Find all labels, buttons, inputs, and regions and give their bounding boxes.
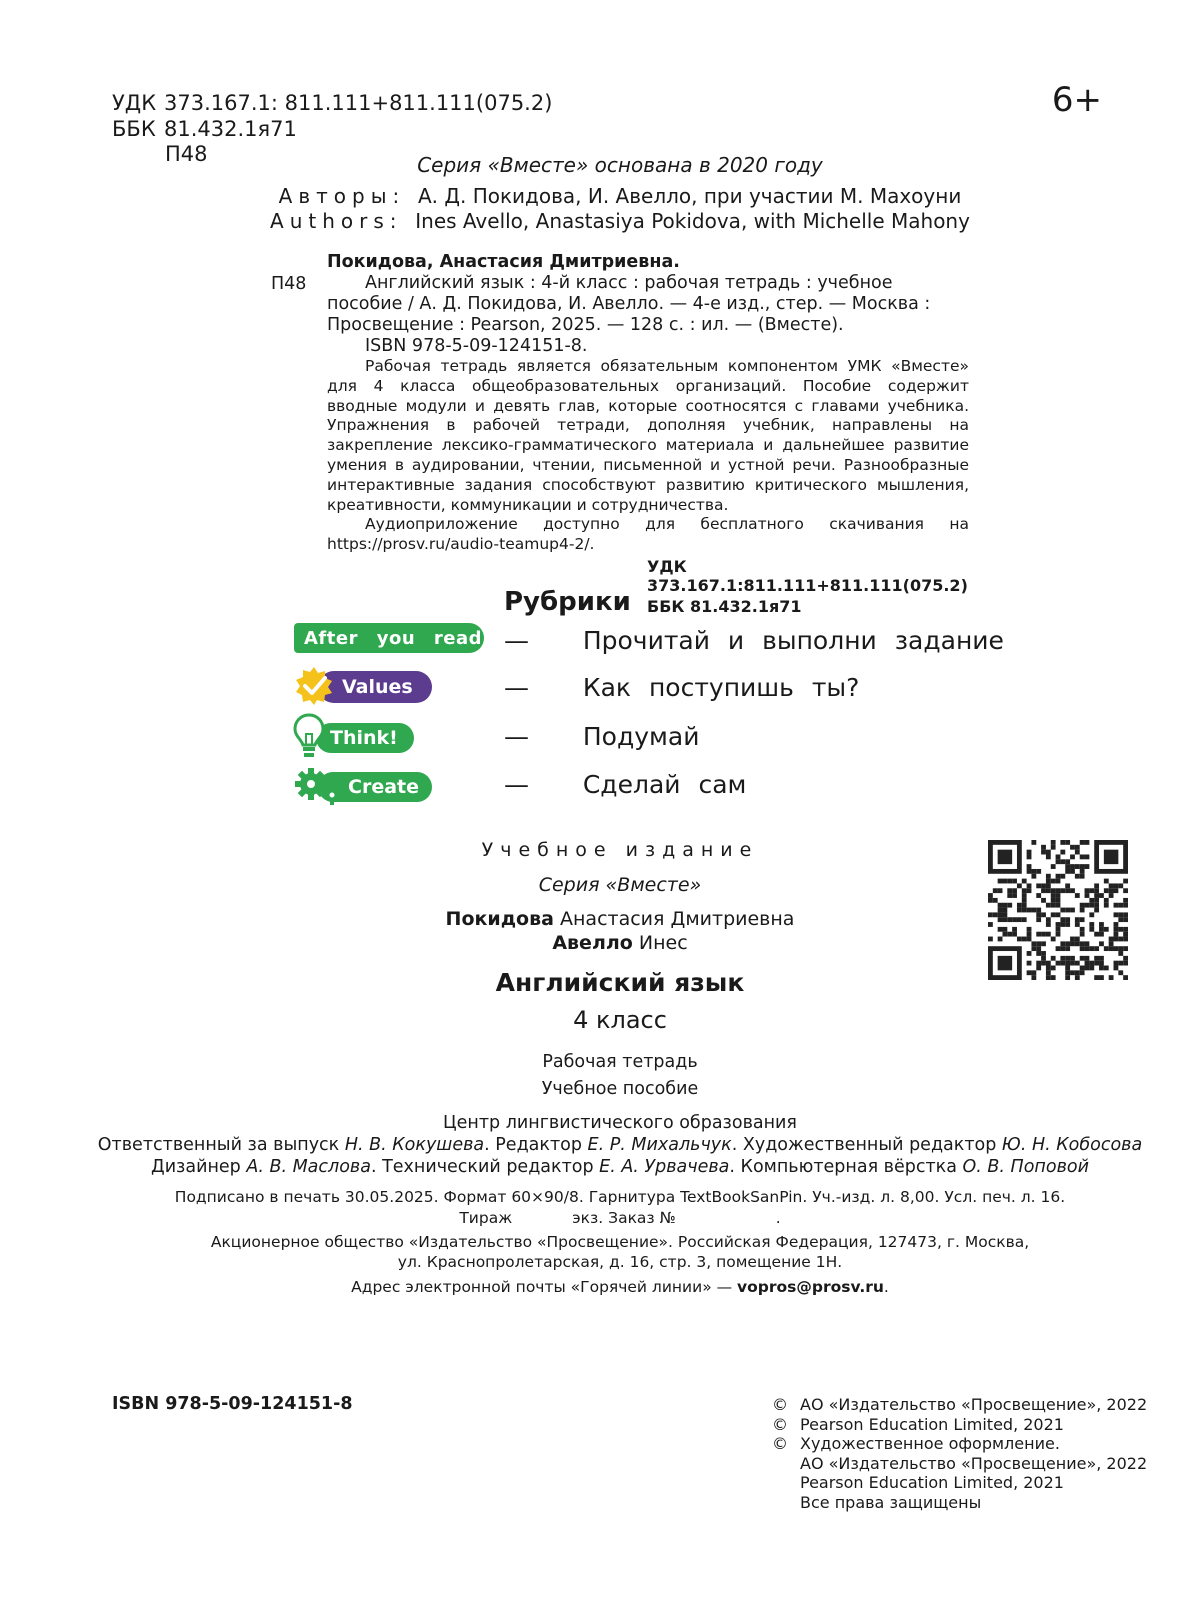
credit-name: Н. В. Кокушева <box>344 1135 485 1155</box>
series-note: Серия «Вместе» основана в 2020 году <box>417 153 823 177</box>
copyright-line: Pearson Education Limited, 2021 <box>800 1473 1064 1493</box>
credit-name: Е. Р. Михальчук <box>587 1135 732 1155</box>
bbk-value: 81.432.1я71 <box>164 117 297 141</box>
bib-author-heading: Покидова, Анастасия Дмитриевна. <box>327 252 680 272</box>
bib-annotation: Рабочая тетрадь является обязательным компонентом УМК «Вместе» для 4 класса общеобразовательных организаций. Пособие содержит вводные модули и девять глав, которые соотносятся с главами учебника. Упражнения в рабочей тетради, дополняя учебник, направлены на закрепление лексико-грамматического материала и дальнейшее развитие умения в аудировании, чтении, письменной и устной речи. Разнообразные интерактивные задания способствуют развитию критического мышления, креативности, коммуникации и сотрудничества. <box>327 357 969 514</box>
author-2-last: Авелло <box>552 932 633 954</box>
lightbulb-icon <box>292 712 326 762</box>
copyright-line: Pearson Education Limited, 2021 <box>800 1414 1064 1434</box>
rubric-dash: — <box>504 770 529 799</box>
udk-value: 373.167.1: 811.111+811.111(075.2) <box>164 91 553 115</box>
author-1-rest: Анастасия Дмитриевна <box>560 908 795 930</box>
badge-think <box>316 723 414 753</box>
credit-text: . Художественный редактор <box>731 1135 1002 1155</box>
rubric-text: Прочитай и выполни задание <box>582 626 1004 655</box>
printing-signed: Подписано в печать 30.05.2025. Формат 60×90/8. Гарнитура TextBookSanPin. Уч.-изд. л. 8,00. Усл. печ. л. 16. <box>174 1188 1066 1206</box>
bib-udk-line: УДК 373.167.1:811.111+811.111(075.2) <box>647 556 968 595</box>
authors-en <box>0 209 1200 233</box>
rubric-text: Подумай <box>582 722 700 751</box>
credit-text: . Технический редактор <box>370 1157 600 1177</box>
bbk-label: ББК <box>112 117 156 141</box>
copyright-block <box>772 1395 1147 1513</box>
classification-codes <box>112 90 552 142</box>
edition-grade: 4 класс <box>573 1006 667 1034</box>
badge-create-label: Create <box>348 776 419 798</box>
rubric-row-2 <box>504 673 859 702</box>
email-address: vopros@prosv.ru <box>737 1278 884 1296</box>
copyright-icon: © <box>772 1414 788 1434</box>
credit-name: О. В. Поповой <box>962 1157 1089 1177</box>
rubric-dash: — <box>504 626 529 655</box>
badge-values <box>318 671 432 703</box>
credit-text: . Компьютерная вёрстка <box>729 1157 963 1177</box>
checkmark-star-icon <box>294 666 334 706</box>
qr-code-image <box>988 840 1128 980</box>
credit-text: . Редактор <box>484 1135 588 1155</box>
bibliographic-record <box>327 252 969 616</box>
credits-center: Центр лингвистического образования <box>443 1113 797 1133</box>
credit-text: Ответственный за выпуск <box>97 1135 345 1155</box>
badge-after-you-read <box>294 623 484 653</box>
credit-name: Е. А. Урвачева <box>599 1157 730 1177</box>
authors-ru-names: А. Д. Покидова, И. Авелло, при участии М. Махоуни <box>417 184 962 208</box>
publisher-line-1: Акционерное общество «Издательство «Просвещение». Российская Федерация, 127473, г. Москва, <box>210 1233 1030 1251</box>
rubric-text: Сделай сам <box>582 770 747 799</box>
credits-line-editors <box>0 1134 1200 1156</box>
rubric-dash: — <box>504 722 529 751</box>
hotline-email <box>0 1277 1200 1297</box>
isbn-footer: ISBN 978-5-09-124151-8 <box>112 1394 353 1414</box>
edition-book-type: Рабочая тетрадь <box>542 1052 698 1072</box>
rubric-row-3 <box>504 722 699 751</box>
rubric-text: Как поступишь ты? <box>582 673 860 702</box>
edition-series: Серия «Вместе» <box>538 874 702 896</box>
circulation-label: Тираж <box>459 1209 513 1227</box>
age-rating: 6+ <box>1051 80 1102 120</box>
credit-text: Дизайнер <box>151 1157 247 1177</box>
author-1-last: Покидова <box>445 908 554 930</box>
bib-description: Английский язык : 4-й класс : рабочая тетрадь : учебное пособие / А. Д. Покидова, И. Авелло. — 4-е изд., стер. — Москва : Просвещение : Pearson, 2025. — 128 с. : ил. — (Вместе). <box>327 273 931 335</box>
copyright-line: АО «Издательство «Просвещение», 2022 <box>800 1395 1148 1414</box>
authors-ru <box>0 184 1200 208</box>
author-code: П48 <box>165 142 208 166</box>
author-2-rest: Инес <box>638 932 688 954</box>
bib-audio-note: Аудиоприложение доступно для бесплатного скачивания на https://prosv.ru/audio-teamup4-2/. <box>327 515 969 554</box>
badge-think-label: Think! <box>330 727 398 749</box>
bib-isbn: ISBN 978-5-09-124151-8. <box>365 336 588 356</box>
badge-after-you-read-label: After you read <box>304 627 483 649</box>
edition-type: Учебное издание <box>481 839 759 861</box>
printing-circulation <box>0 1208 1200 1228</box>
email-label: Адрес электронной почты «Горячей линии» — <box>351 1278 738 1296</box>
rights-reserved: Все права защищены <box>800 1492 982 1512</box>
authors-en-names: Ines Avello, Anastasiya Pokidova, with Michelle Mahony <box>415 209 970 233</box>
rubric-dash: — <box>504 673 529 702</box>
rubrics-title: Рубрики <box>504 587 631 617</box>
order-end: . <box>775 1209 781 1227</box>
edition-subject: Английский язык <box>495 968 745 997</box>
order-label: экз. Заказ № <box>572 1209 676 1227</box>
credits-line-design <box>0 1156 1200 1178</box>
rubric-row-4 <box>504 770 746 799</box>
bib-code: П48 <box>271 274 307 294</box>
copyright-line: Художественное оформление. <box>800 1434 1060 1454</box>
email-end: . <box>883 1278 889 1296</box>
credit-name: Ю. Н. Кобосова <box>1001 1135 1143 1155</box>
authors-ru-label: Авторы: <box>278 184 406 208</box>
authors-en-label: Authors: <box>270 209 403 233</box>
copyright-icon: © <box>772 1434 788 1454</box>
bib-bbk-line: ББК 81.432.1я71 <box>647 596 802 616</box>
udk-label: УДК <box>112 91 157 115</box>
rubric-row-1 <box>504 626 1004 655</box>
credit-name: А. В. Маслова <box>246 1157 371 1177</box>
gears-icon <box>294 766 346 806</box>
copyright-line: АО «Издательство «Просвещение», 2022 <box>800 1453 1148 1473</box>
badge-values-label: Values <box>342 676 413 698</box>
publisher-line-2: ул. Краснопролетарская, д. 16, стр. 3, помещение 1Н. <box>397 1253 843 1271</box>
copyright-icon: © <box>772 1395 788 1414</box>
edition-book-kind: Учебное пособие <box>541 1079 699 1099</box>
